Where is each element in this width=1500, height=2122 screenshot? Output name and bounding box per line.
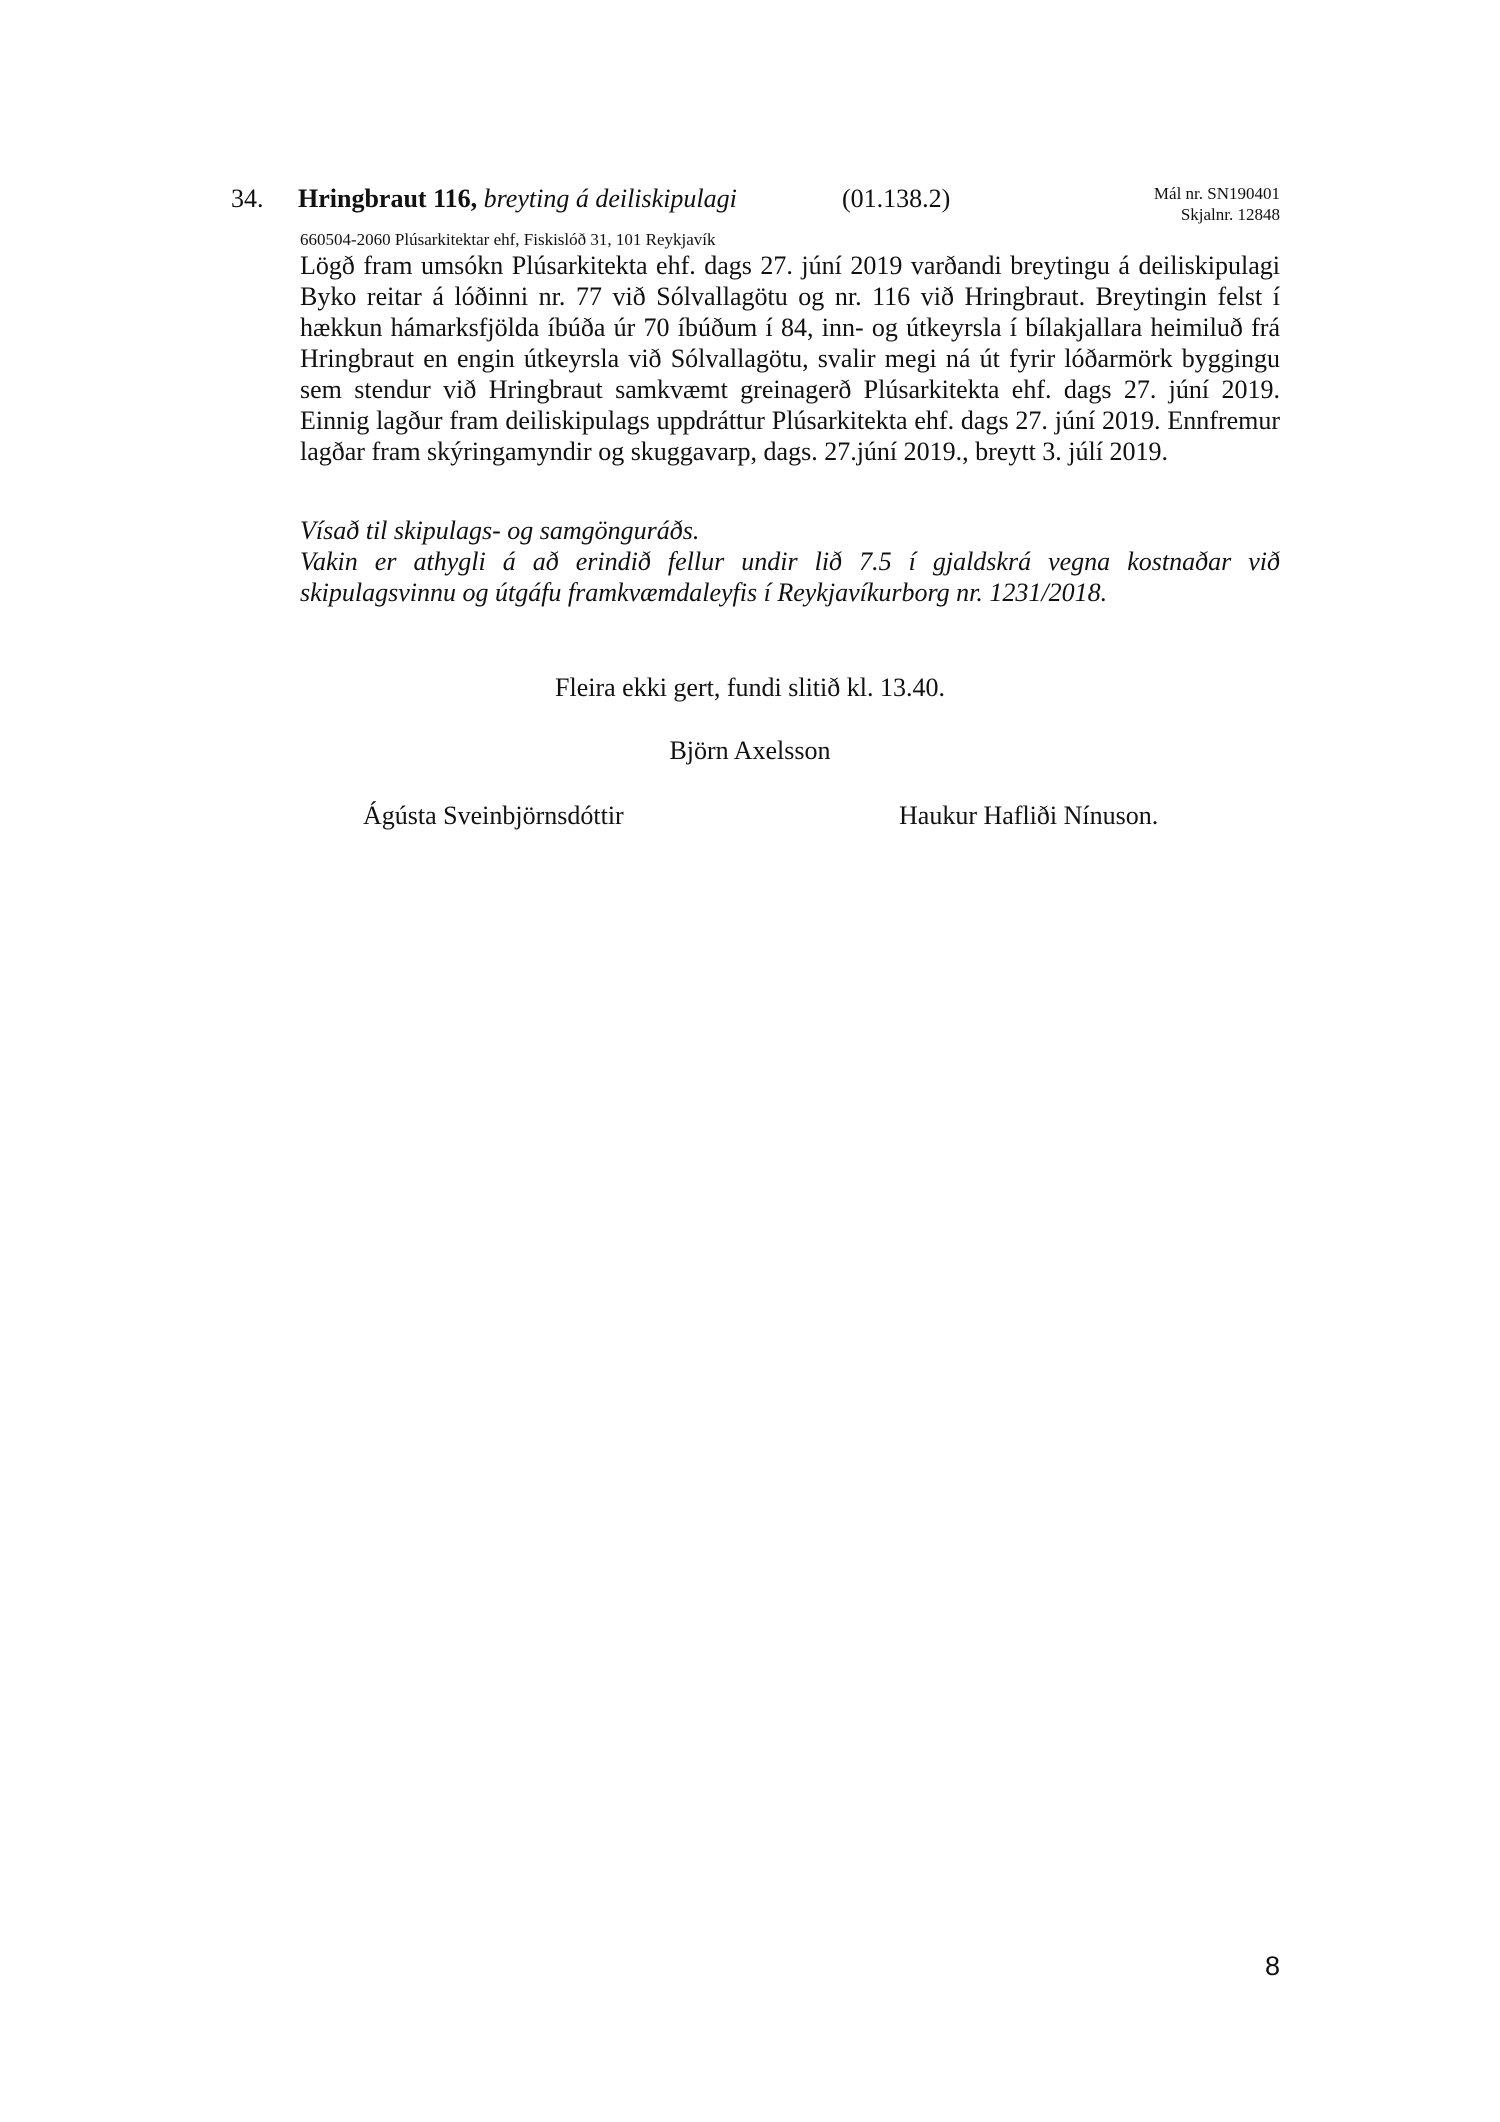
signer-main: Björn Axelsson <box>669 736 831 765</box>
applicant-line: 660504-2060 Plúsarkitektar ehf, Fiskislóð 31, 101 Reykjavík <box>300 230 716 249</box>
closing-statement: Fleira ekki gert, fundi slitið kl. 13.40. <box>555 673 945 702</box>
document-number: Skjalnr. 12848 <box>1180 205 1280 224</box>
page-number: 8 <box>1264 1951 1280 1981</box>
item-code: (01.138.2) <box>842 184 951 213</box>
item-title: Hringbraut 116, <box>298 184 478 213</box>
referral-note: Vísað til skipulags- og samgönguráðs. <box>300 516 700 545</box>
item-subtitle: breyting á deiliskipulagi <box>483 184 737 213</box>
fee-note: Vakin er athygli á að erindið fellur undir lið 7.5 í gjaldskrá vegna kostnaðar við skipulagsvinnu og útgáfu framkvæmdaleyfis í Reykjavíkurborg nr. 1231/2018. <box>300 547 1280 607</box>
item-number: 34. <box>231 184 264 213</box>
item-body-text: Lögð fram umsókn Plúsarkitekta ehf. dags 27. júní 2019 varðandi breytingu á deiliskipulagi Byko reitar á lóðinni nr. 77 við Sólvallagötu og nr. 116 við Hringbraut. Breytingin felst í hækkun hámarksfjölda íbúða úr 70 íbúðum í 84, inn- og útkeyrsla í bílakjallara heimiluð frá Hringbraut en engin útkeyrsla við Sólvallagötu, svalir megi ná út fyrir lóðarmörk byggingu sem stendur við Hringbraut samkvæmt greinagerð Plúsarkitekta ehf. dags 27. júní 2019. Einnig lagður fram deiliskipulags uppdráttur Plúsarkitekta ehf. dags 27. júní 2019. Ennfremur lagðar fram skýringamyndir og skuggavarp, dags. 27.júní 2019., breytt 3. júlí 2019. <box>300 251 1280 466</box>
signer-left: Ágústa Sveinbjörnsdóttir <box>363 801 624 830</box>
signer-right: Haukur Hafliði Nínuson. <box>899 801 1159 830</box>
case-number: Mál nr. SN190401 <box>1153 184 1280 203</box>
case-meta <box>1154 183 1280 225</box>
item-header <box>298 183 737 215</box>
